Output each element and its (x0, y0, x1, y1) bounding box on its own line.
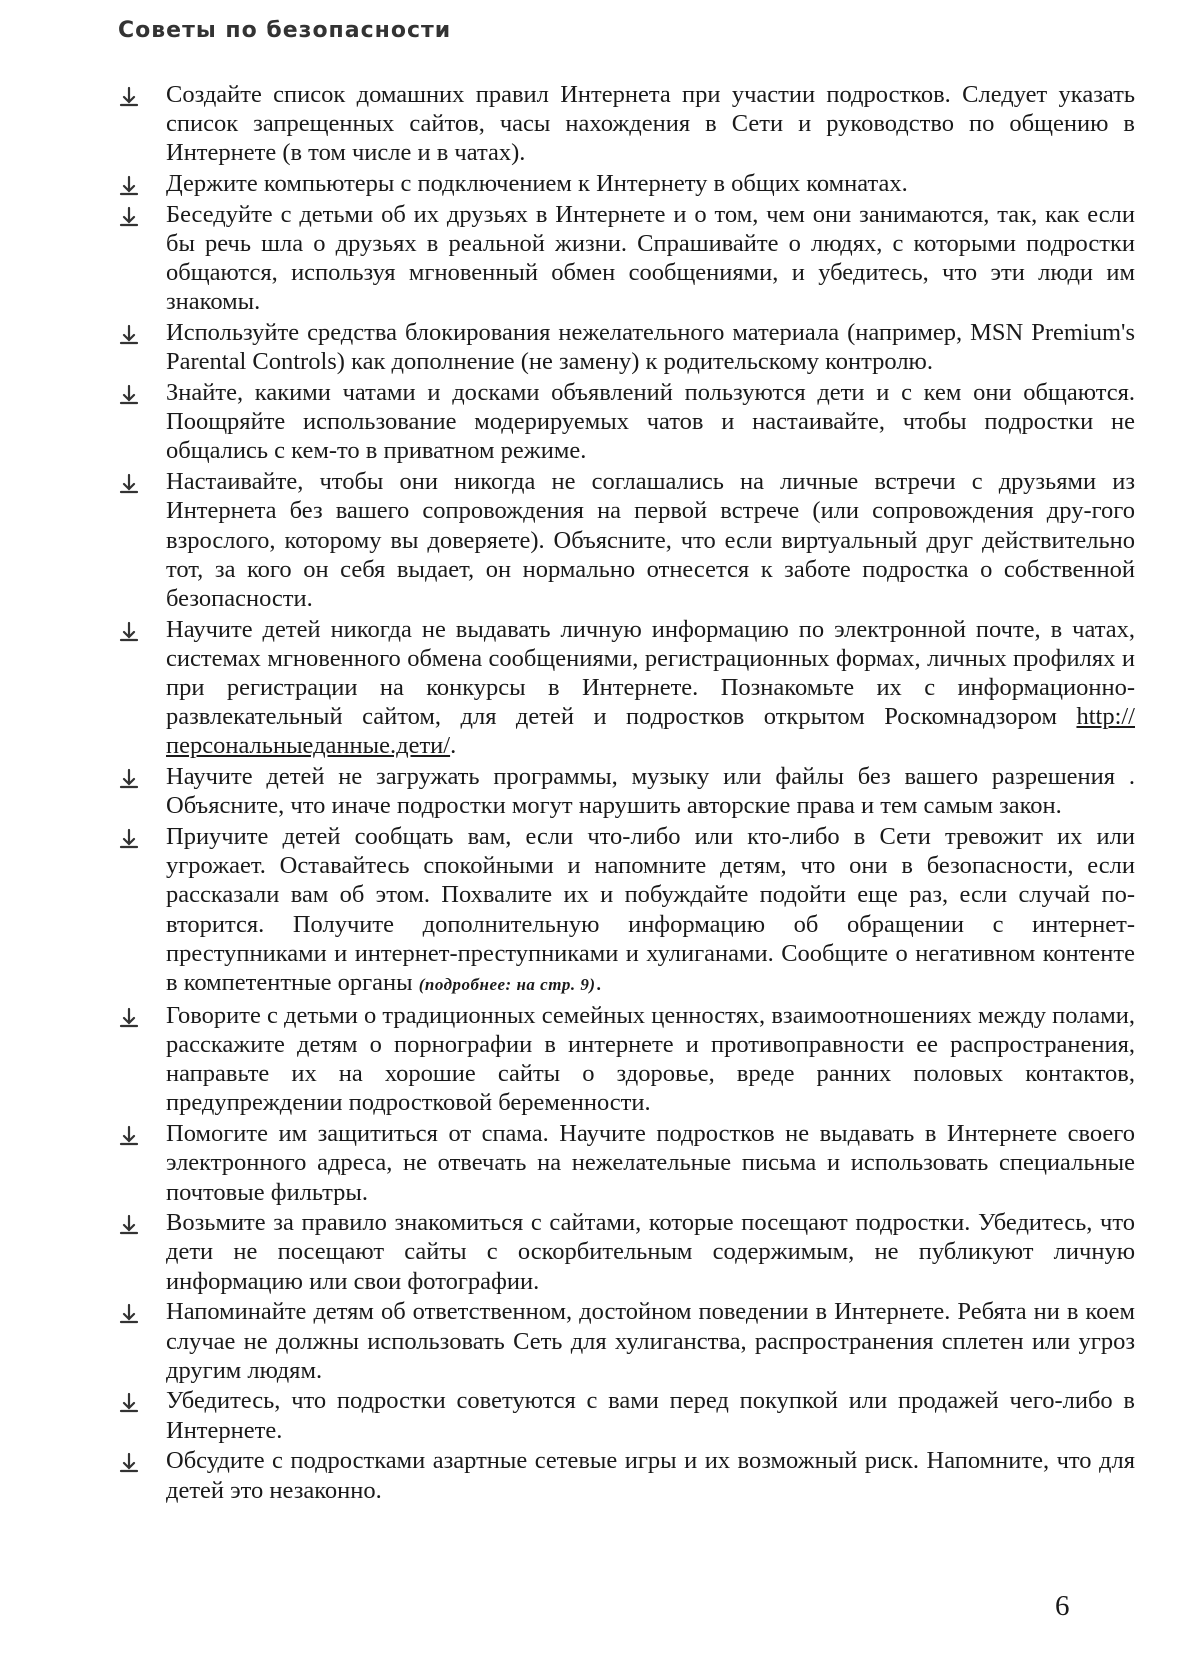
tip-item (118, 1386, 1135, 1444)
tip-item (118, 169, 1135, 198)
tip-text: Беседуйте с детьми об их друзьях в Интернете и о том, чем они занимаются, так, как если бы речь шла о друзьях в реальной жизни. Спрашивайте о людях, с которыми подростки общаются, используя мгновенный обмен сообщениями, и убедитесь, что эти люди им знакомы. (166, 200, 1135, 316)
tip-text-end: . (595, 969, 602, 997)
tip-text: Держите компьютеры с подключением к Интернету в общих комнатах. (166, 170, 908, 198)
tip-text: Настаивайте, чтобы они никогда не соглашались на личные встречи с друзьями из Интернета без вашего сопровождения на первой встрече (или сопровождения дру-гого взрослого, которому вы доверяете). Объясните, что если виртуальный друг действительно тот, за кого он себя выдает, он нормально отнесется к заботе подростка о собственной безопасности. (166, 468, 1135, 612)
tip-item (118, 1208, 1135, 1296)
tip-text-end: . (450, 732, 457, 760)
tip-text: Обсудите с подростками азартные сетевые игры и их возможный риск. Напомните, что для детей это незаконно. (166, 1447, 1135, 1504)
tip-text: Возьмите за правило знакомиться с сайтами, которые посещают подростки. Убедитесь, что дети не посещают сайты с оскорбительным содержимым, не публикуют личную информацию или свои фотографии. (166, 1209, 1135, 1295)
tip-note: (подробнее: на стр. 9) (418, 975, 596, 995)
tip-item (118, 615, 1135, 761)
download-arrow-icon (118, 206, 140, 228)
tip-item (118, 1119, 1135, 1207)
download-arrow-icon (118, 86, 140, 108)
tip-text: Научите детей никогда не выдавать личную информацию по электронной почте, в чатах, системах мгновенного обмена сообщениями, регистрационных формах, личных профилях и при регистрации на конкурсы в Интернете. Познакомьте их с информационно-развлекательный сайтом, для детей и подростков открытом Роскомнадзором (166, 615, 1135, 731)
download-arrow-icon (118, 621, 140, 643)
download-arrow-icon (118, 175, 140, 197)
tip-text: Используйте средства блокирования нежелательного материала (например, MSN Premium's Parental Controls) как дополнение (не замену) к родительскому контролю. (166, 319, 1135, 376)
download-arrow-icon (118, 1125, 140, 1147)
page-heading: Советы по безопасности (118, 18, 452, 43)
download-arrow-icon (118, 1452, 140, 1474)
download-arrow-icon (118, 1392, 140, 1414)
tip-link[interactable]: http://персональныеданные.дети/ (166, 703, 1135, 760)
tip-item (118, 1446, 1135, 1504)
tip-item (118, 467, 1135, 613)
download-arrow-icon (118, 1303, 140, 1325)
tip-text: Знайте, какими чатами и досками объявлений пользуются дети и с кем они общаются. Поощряйте использование модерируемых чатов и настаивайте, чтобы подростки не общались с кем-то в приватном режиме. (166, 379, 1135, 465)
tip-text: Приучите детей сообщать вам, если что-либо или кто-либо в Сети тревожит их или угрожает. Оставайтесь спокойными и напомните детям, что они в безопасности, если рассказали вам об этом. Похвалите их и побуждайте подойти еще раз, если случай повторится. Получите дополнительную информацию об обращении с интернет-преступниками и интернет-преступниками и хулиганами. Сообщите о негативном контенте в компетентные органы (166, 823, 1135, 997)
download-arrow-icon (118, 1007, 140, 1029)
download-arrow-icon (118, 1214, 140, 1236)
tip-item (118, 762, 1135, 820)
tip-text: Напоминайте детям об ответственном, достойном поведении в Интернете. Ребята ни в коем случае не должны использовать Сеть для хулиганства, распространения сплетен или угроз другим людям. (166, 1298, 1135, 1384)
download-arrow-icon (118, 473, 140, 495)
tip-text: Создайте список домашних правил Интернета при участии подростков. Следует указать список запрещенных сайтов, часы нахождения в Сети и руководство по общению в Интернете (в том числе и в чатах). (166, 81, 1135, 167)
tip-item (118, 318, 1135, 376)
tip-item (118, 378, 1135, 466)
tip-item (118, 1297, 1135, 1385)
download-arrow-icon (118, 324, 140, 346)
tip-text: Помогите им защититься от спама. Научите подростков не выдавать в Интернете своего электронного адреса, не отвечать на нежелательные письма и использовать специальные почтовые фильтры. (166, 1120, 1135, 1206)
download-arrow-icon (118, 384, 140, 406)
tip-text: Убедитесь, что подростки советуются с вами перед покупкой или продажей чего-либо в Интернете. (166, 1387, 1135, 1444)
safety-tips-list (118, 80, 1135, 1506)
tip-item (118, 200, 1135, 317)
download-arrow-icon (118, 768, 140, 790)
tip-text: Научите детей не загружать программы, музыку или файлы без вашего разрешения . Объясните, что иначе подростки могут нарушить авторские права и тем самым закон. (166, 763, 1135, 820)
tip-item (118, 80, 1135, 168)
page-number: 6 (1055, 1590, 1070, 1622)
tip-item (118, 1001, 1135, 1118)
tip-item (118, 822, 1135, 999)
tip-text: Говорите с детьми о традиционных семейных ценностях, взаимоотношениях между полами, расскажите детям о порнографии в интернете и противоправности ее распространения, направьте их на хорошие сайты о здоровье, вреде ранних половых контактов, предупреждении подростковой беременности. (166, 1001, 1135, 1117)
download-arrow-icon (118, 828, 140, 850)
